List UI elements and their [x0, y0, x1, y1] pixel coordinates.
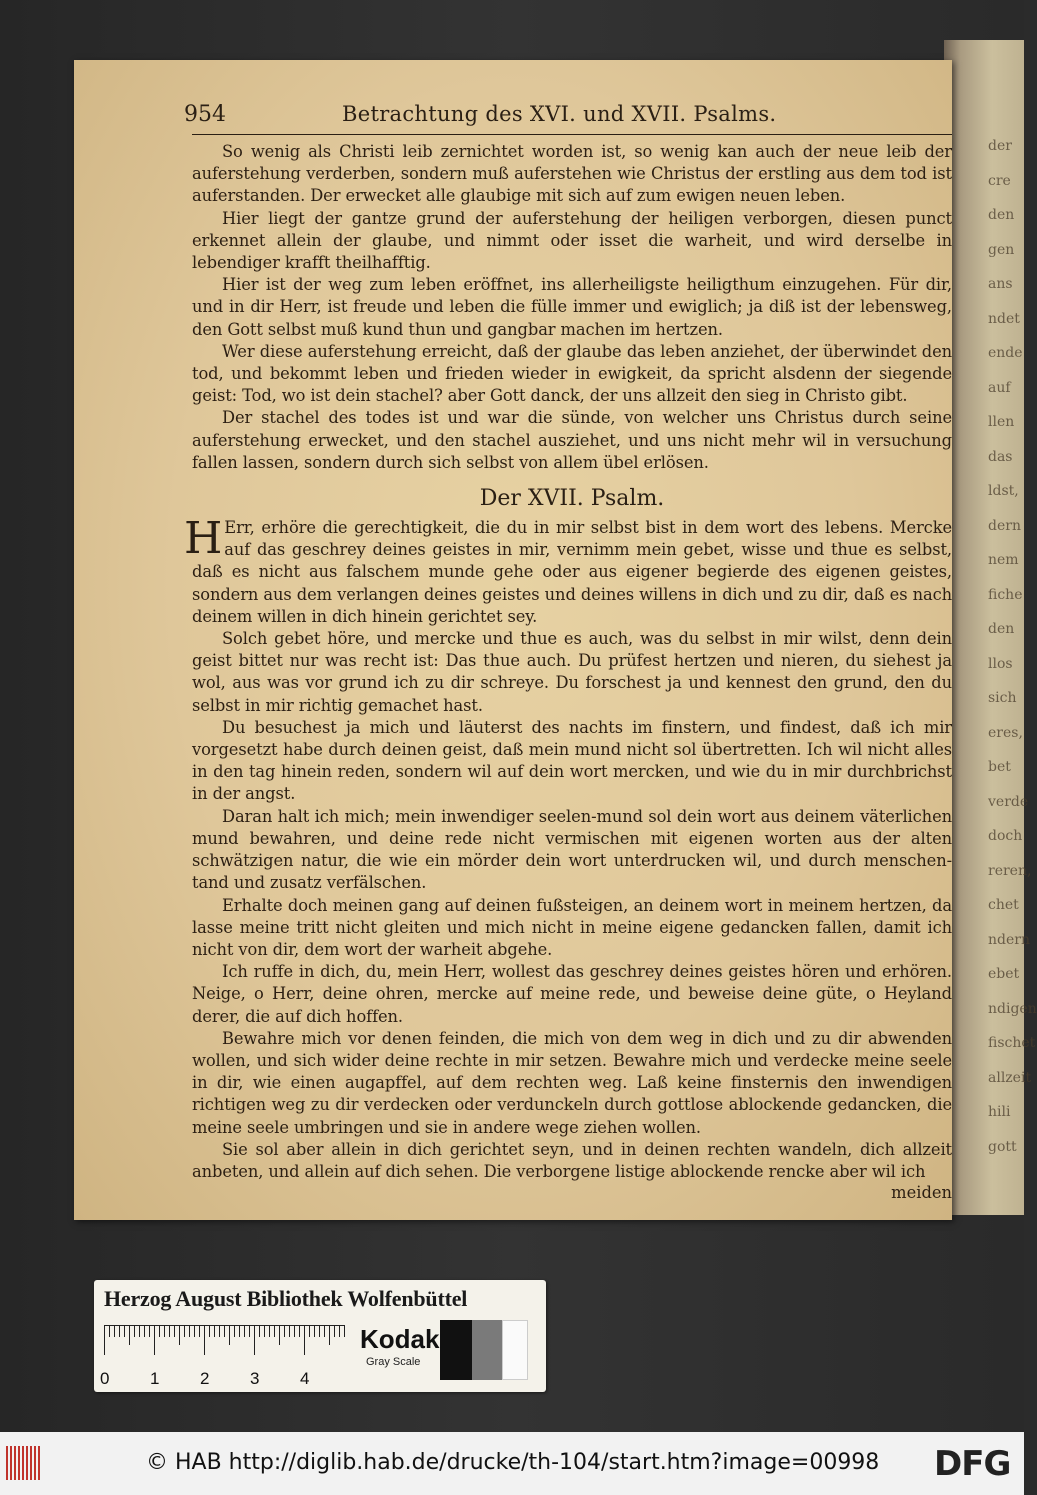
ruler-tick [319, 1325, 320, 1337]
ruler-tick [179, 1325, 180, 1345]
facing-page-fragment: llos [988, 655, 1013, 672]
ruler-number: 0 [100, 1369, 110, 1388]
facing-page-fragment: ldst, [988, 483, 1019, 499]
ruler-tick [299, 1325, 300, 1337]
ruler-tick [104, 1325, 105, 1355]
ruler-tick [344, 1325, 345, 1337]
ruler-number: 2 [200, 1369, 210, 1388]
ruler-tick [234, 1325, 235, 1337]
dropcap-initial: H [184, 513, 223, 565]
ruler-tick [134, 1325, 135, 1337]
ruler-tick [154, 1325, 155, 1355]
facing-page-fragment: ndet [988, 310, 1020, 327]
facing-page-fragment: eres, [988, 724, 1023, 741]
ruler-tick [194, 1325, 195, 1337]
hab-logo-bar [34, 1446, 36, 1480]
paragraph: Du besuchest ja mich und läuterst des nachts im finstern, und findest, daß ich mir vorgesetzt habe durch deinen geist, daß mein mund nicht sol übertretten. Ich wil nicht alles in den tag hinein reden, sondern wil auf dein wort mercken, und wie du in mir durchbrichst in der angst. [192, 717, 952, 804]
page-number: 954 [184, 102, 226, 127]
paragraph: Der stachel des todes ist und war die sünde, von welcher uns Christus durch seine auferstehung erwecket, und den stachel ausziehet, und uns nicht mehr wil in versuchung fallen lassen, sondern durch sich selbst von allem übel erlösen. [192, 408, 952, 472]
library-label-card [94, 1280, 546, 1392]
ruler-tick [219, 1325, 220, 1337]
ruler-tick [239, 1325, 240, 1337]
ruler-tick [224, 1325, 225, 1337]
facing-page-fragment: hili [988, 1104, 1011, 1120]
facing-page-fragment: der [988, 138, 1012, 154]
page-header [184, 100, 952, 135]
scale-ruler [100, 1325, 354, 1388]
ruler-tick [249, 1325, 250, 1337]
facing-page-fragment: cre [988, 172, 1011, 189]
ruler-tick [309, 1325, 310, 1337]
ruler-tick [204, 1325, 205, 1355]
facing-page-fragment: doch [988, 828, 1023, 844]
ruler-tick [159, 1325, 160, 1337]
ruler-tick [269, 1325, 270, 1337]
ruler-tick [149, 1325, 150, 1337]
facing-page-fragment: den [988, 207, 1015, 223]
paragraph: Erhalte doch meinen gang auf deinen fußsteigen, an deinem wort in meinem hertzen, da lasse meine tritt nicht gleiten und mich nicht in meine eigene gedancken fallen, damit ich nicht von dir, dem wort der warheit abgehe. [192, 895, 952, 959]
psalm-heading: Der XVII. Psalm. [479, 486, 665, 512]
paragraph: Solch gebet höre, und mercke und thue es auch, was du selbst in mir wilst, denn dein geist bittet nur was recht ist: Das thue auch. Du prüfest hertzen und nieren, du siehest ja wol, aus was vor grund ich zu dir schreye. Du forschest ja und kennest den grund, den du selbst in mir richtig gemachet hast. [192, 629, 952, 715]
first-psalm-paragraph-text: Err, erhöre die gerechtigkeit, die du in mir selbst bist in dem wort des lebens. Mercke auf das geschrey deines geistes in mir, vernimm mein gebet, wisse und thue es selbst, daß es nicht aus falschem munde gehe oder aus eigener begierde des eigenen geistes, sondern aus dem verlangen deines geistes und deines willens in dich und zu dir, daß es nach deinem willen in dich hinein gerichtet sey. [192, 518, 952, 626]
hab-logo-bar [18, 1446, 20, 1480]
paragraph: Hier liegt der gantze grund der auferstehung der heiligen verborgen, diesen punct erkennet allein der glaube, und nimmt oder isset die warheit, und wird derselbe in lebendiger krafft theilhafftig. [192, 208, 952, 273]
paragraph: So wenig als Christi leib zernichtet worden ist, so wenig kan auch der neue leib der auferstehung verderben, sondern muß auferstehen wie Christus der erstling aus dem tod ist auferstanden. Der erwecket alle glaubige mit sich auf zum ewigen neuen leben. [192, 142, 952, 206]
ruler-tick [119, 1325, 120, 1337]
facing-page-fragment: gott [988, 1138, 1017, 1155]
facing-page-fragment: llen [988, 414, 1015, 430]
ruler-number: 3 [250, 1369, 260, 1388]
ruler-tick [324, 1325, 325, 1337]
gray-swatch-mid [472, 1320, 502, 1380]
facing-page-fragment: verde [988, 793, 1029, 810]
dfg-logo: DFG [934, 1444, 1011, 1484]
ruler-tick [264, 1325, 265, 1337]
paragraph: Ich ruffe in dich, du, mein Herr, wollest das geschrey deines geistes hören und erhören. Neige, o Herr, deine ohren, mercke auf meine rede, und beweise deine güte, o Heyland derer, die auf dich hoffen. [192, 962, 952, 1026]
ruler-tick [114, 1325, 115, 1337]
paragraphs-before-heading [192, 141, 952, 474]
ruler-tick [254, 1325, 255, 1355]
first-psalm-paragraph [184, 513, 952, 628]
ruler-tick [139, 1325, 140, 1337]
ruler-tick [199, 1325, 200, 1337]
ruler-tick [109, 1325, 110, 1337]
ruler-tick [274, 1325, 275, 1337]
ruler-tick [209, 1325, 210, 1337]
facing-page-fragment: sich [988, 690, 1017, 706]
facing-page-fragment: fischet [988, 1035, 1036, 1051]
facing-page-fragment: gen [988, 241, 1015, 258]
facing-page-fragment: dern [988, 517, 1021, 534]
facing-page-edge [944, 40, 1037, 1215]
library-name: Herzog August Bibliothek Wolfenbüttel [104, 1286, 468, 1311]
hab-logo-bar [30, 1446, 32, 1480]
ruler-tick [329, 1325, 330, 1345]
hab-logo-bar [14, 1446, 16, 1480]
paragraph: Sie sol aber allein in dich gerichtet seyn, und in deinen rechten wandeln, dich allzeit anbeten, und allein auf dich sehen. Die verborgene listige ablockende rencke aber wil ich [192, 1139, 952, 1181]
ruler-tick [244, 1325, 245, 1337]
page-text-block [184, 100, 952, 1203]
paragraph: Bewahre mich vor denen feinden, die mich von dem weg in dich und zu dir abwenden wollen, und sich wider deine rechte in mir setzen. Bewahre mich und verdecke meine seele in dir, wie einen augapffel, auf dem rechten weg. Laß keine finsternis den inwendigen richtigen weg zu dir verdecken oder verdunckeln durch gottlose ablockende gedancken, die meine seele umbringen und sie in andere wege ziehen wollen. [192, 1028, 952, 1137]
ruler-tick [214, 1325, 215, 1337]
hab-logo-bar [26, 1446, 28, 1480]
facing-page-fragment: den [988, 621, 1015, 637]
ruler-tick [339, 1325, 340, 1337]
ruler-tick [164, 1325, 165, 1337]
ruler-tick [279, 1325, 280, 1345]
ruler-tick [184, 1325, 185, 1337]
facing-page-fragment: ebet [988, 966, 1020, 982]
ruler-number: 4 [300, 1369, 310, 1388]
facing-page-fragment: das [988, 448, 1013, 465]
paragraph: Wer diese auferstehung erreicht, daß der glaube das leben anziehet, der überwindet den tod, und bekommt leben und frieden wieder in ewigkeit, da spricht alsdenn der siegende geist: Tod, wo ist dein stachel? aber Gott danck, der uns allzeit den sieg in Christo gibt. [192, 341, 952, 406]
ruler-number: 1 [150, 1369, 160, 1388]
hab-logo-icon [6, 1446, 42, 1480]
catchword: meiden [891, 1183, 952, 1203]
hab-logo-bar [10, 1446, 12, 1480]
facing-page-fragment: reren, [988, 862, 1032, 879]
ruler-tick [334, 1325, 335, 1337]
ruler-tick [144, 1325, 145, 1337]
running-title: Betrachtung des XVI. und XVII. Psalms. [342, 102, 777, 126]
ruler-tick [289, 1325, 290, 1337]
kodak-logo: Kodak [360, 1324, 440, 1354]
facing-page-fragment: allzeit [988, 1069, 1032, 1086]
ruler-tick [314, 1325, 315, 1337]
ruler-tick [169, 1325, 170, 1337]
facing-page-fragment: ndigen [988, 1000, 1037, 1017]
facing-page-fragment: bet [988, 759, 1011, 775]
facing-page-fragment: fiche [988, 586, 1023, 603]
footer-bar [0, 1432, 1024, 1495]
facing-page-fragment: ende [988, 345, 1023, 361]
hab-logo-bar [38, 1446, 40, 1480]
hab-logo-bar [6, 1446, 8, 1480]
facing-page-fragment: chet [988, 897, 1019, 913]
facing-page-fragment: ans [988, 276, 1013, 292]
hab-logo-bar [22, 1446, 24, 1480]
ruler-tick [189, 1325, 190, 1337]
ruler-tick [294, 1325, 295, 1337]
footer-credit: © HAB http://diglib.hab.de/drucke/th-104/start.htm?image=00998 [146, 1450, 880, 1475]
facing-page-fragment: ndern [988, 931, 1030, 948]
gray-swatch-white [502, 1320, 528, 1380]
facing-page-fragment: nem [988, 552, 1019, 568]
book-page [74, 60, 952, 1220]
ruler-tick [284, 1325, 285, 1337]
ruler-tick [259, 1325, 260, 1337]
ruler-tick [129, 1325, 130, 1345]
ruler-tick [124, 1325, 125, 1337]
gray-scale-label: Gray Scale [366, 1356, 421, 1368]
facing-page-fragment: auf [988, 379, 1011, 396]
ruler-tick [174, 1325, 175, 1337]
ruler-tick [304, 1325, 305, 1355]
paragraph: Daran halt ich mich; mein inwendiger seelen-mund sol dein wort aus deinem väterlichen mund bewahren, und deine rede nicht vermischen mit eigenen worten aus der alten schwätzigen natur, die wie ein mörder dein wort unterdrucken wil, und durch menschen-tand und zusatz verfälschen. [192, 806, 952, 893]
paragraph: Hier ist der weg zum leben eröffnet, ins allerheiligste heiligthum einzugehen. Für dir, und in dir Herr, ist freude und leben die fülle immer und ewiglich; ja diß ist der lebensweg, den Gott selbst muß kund thun und gangbar machen im hertzen. [192, 275, 952, 339]
paragraphs-after-heading [192, 628, 952, 1183]
ruler-tick [229, 1325, 230, 1345]
gray-swatch-black [440, 1320, 472, 1380]
